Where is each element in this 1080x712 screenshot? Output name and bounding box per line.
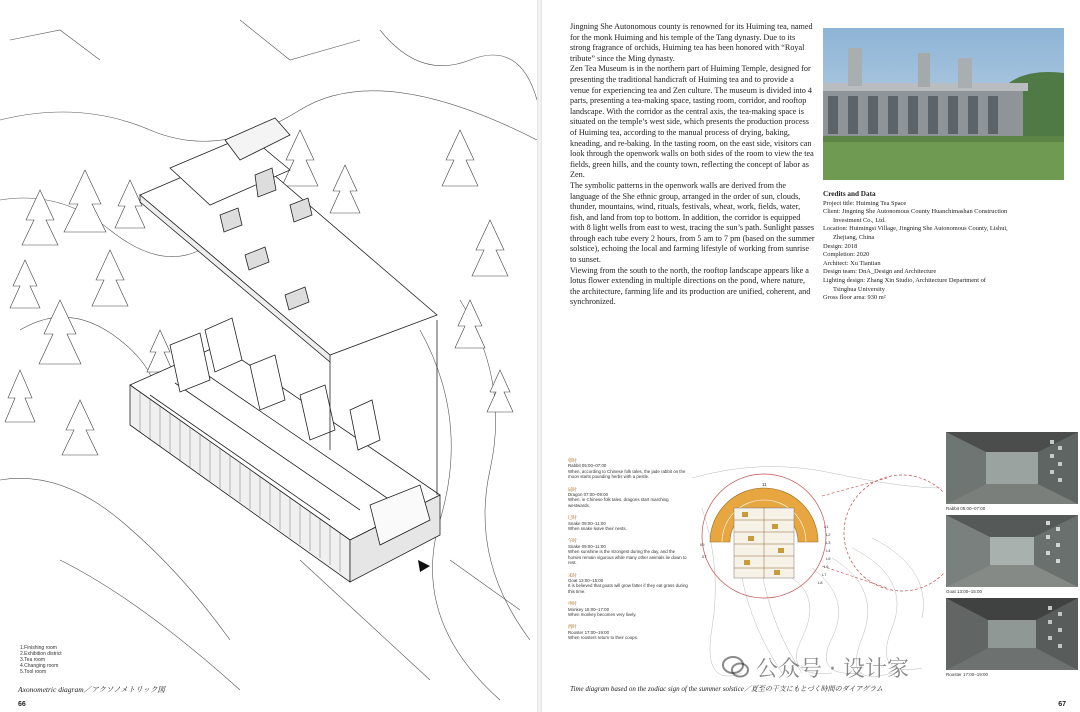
paragraph: Viewing from the south to the north, the rooftop landscape appears like a lotus flower extending in multiple directions on the pond, where nature, the architecture, farming life and its production are unified, coherent, and synchronized. — [570, 265, 811, 307]
legend-item: 3.Tea room — [20, 657, 46, 663]
north-arrow-icon — [418, 560, 430, 572]
paragraph: Zen Tea Museum is in the northern part of Huiming Temple, designed for presenting the traditional handicraft of Huiming tea and to provide a venue for experiencing tea and Zen culture. The museum is divided into 4 parts, presenting a tea-making space, tasting room, corridor, and rooftop landscape. With the corridor as the central axis, the tea-making space is situated on the temple’s west side, which presents the production process of Huiming tea, according to the manual process of drying, baking, kneading, and re-baking. In the tasting room, on the east side, visitors can look through the openwork walls on both sides of the room to view the tea fields, green hills, and the county town, reflecting the concept of labor as Zen. — [570, 64, 814, 180]
diagram-label: L2 — [826, 532, 831, 537]
credit-line: Completion: 2020 — [823, 251, 870, 259]
legend-item: 4.Changing room — [20, 663, 59, 669]
zodiac-list — [568, 458, 688, 648]
diagram-label: L6 — [824, 564, 829, 569]
photo-caption: Rabbit 05:00–07:00 — [946, 506, 986, 511]
diagram-label: L1 — [824, 524, 829, 529]
credit-line: Design: 2018 — [823, 242, 858, 250]
diagram-label: L5 — [826, 556, 831, 561]
page-number-left: 66 — [18, 701, 26, 708]
corridor-photo — [946, 598, 1078, 670]
zodiac-item: 午时 Snake 09:00–11:00 When sunshine is the strongest during the day, and the horses remain vigorous while many other animals lie down to rest. — [568, 538, 687, 566]
credit-line: Zhejiang, China — [833, 233, 875, 241]
diagram-label: L8 — [818, 580, 823, 585]
credit-line: Location: Huimingsi Village, Jingning She Autonomous County, Lishui, — [823, 225, 1008, 233]
credit-line: Investment Co., Ltd. — [833, 216, 886, 224]
credits-panel — [823, 190, 1068, 303]
watermark: 公众号 · 设计家 — [756, 657, 909, 682]
diagram-label: 07 — [702, 554, 707, 559]
legend-item: 5.Tool room — [20, 669, 47, 675]
axonometric-diagram — [0, 0, 537, 712]
corridor-photo — [946, 515, 1078, 587]
paragraph: The symbolic patterns in the openwork walls are derived from the language of the She ethnic group, arranged in the order of sun, clouds, thunder, mountains, wind, rituals, festivals, wheat, work, fields, water, fish, and land from top to bottom. In addition, the corridor is equipped with 8 light wells from east to west, tracing the sun’s path. Sunlight passes through each tube every 2 hours, from 5 am to 7 pm (based on the summer solstice), echoing the local and farming lifestyle of working from sunrise to sunset. — [570, 180, 815, 265]
right-page — [542, 0, 1080, 712]
page-number-right: 67 — [1058, 701, 1066, 708]
legend-item: 2.Exhibition district — [20, 651, 62, 657]
credits-heading: Credits and Data — [823, 190, 876, 198]
diagram-label: L3 — [826, 540, 831, 545]
article-body — [570, 22, 815, 308]
diagram-label: L4 — [826, 548, 831, 553]
credit-line: Design team: DnA_Design and Architecture — [823, 268, 937, 276]
credit-line: Lighting design: Zhang Xin Studio, Architecture Department of — [823, 276, 986, 284]
zodiac-item: 巳时 Snake 09:00–11:00 When snake leave their nests. — [568, 515, 627, 532]
credit-line: Tsinghua University — [833, 285, 885, 293]
credit-line: Architect: Xu Tiantian — [823, 259, 881, 267]
time-diagram — [682, 448, 944, 678]
corridor-photo — [946, 432, 1078, 504]
diagram-label: 11 — [762, 482, 767, 487]
diagram-label: L7 — [822, 572, 827, 577]
building-photo — [823, 28, 1064, 180]
zodiac-item: 申时 Monkey 15:00–17:00 When monkey becomes very lively. — [568, 601, 637, 617]
credit-line: Gross floor area: 930 m² — [823, 294, 886, 302]
zodiac-item: 酉时 Rooster 17:00–19:00 When roosters return to their coops. — [568, 624, 639, 641]
legend-item: 1.Finishing room — [20, 645, 57, 651]
photo-caption: Goat 13:00–15:00 — [946, 589, 983, 594]
axonometric-caption: Axonometric diagram／アクソノメトリック図 — [18, 685, 165, 694]
zodiac-item: 卯时 Rabbit 05:00–07:00 When, according to Chinese folk tales, the jade rabbit on the moon starts pounding herbs with a pestle. — [568, 458, 686, 480]
time-diagram-caption: Time diagram based on the zodiac sign of the summer solstice／夏至の干支にもとづく時間のダイアグラム — [570, 685, 884, 693]
zodiac-item: 未时 Goat 13:00–15:00 It is believed that goats will grow fatter if they eat grass during this time. — [568, 572, 688, 594]
credit-line: Client: Jingning She Autonomous County Huanchimashan Construction — [823, 208, 1008, 216]
photo-caption: Rooster 17:00–19:00 — [946, 672, 989, 677]
paragraph: Jingning She Autonomous county is renowned for its Huiming tea, named for the monk Huiming and his temple of the Tang dynasty. Due to its strong fragrance of orchids, Huiming tea has been honored with “Royal tribute” since the Ming dynasty. — [570, 22, 813, 63]
zodiac-item: 辰时 Dragon 07:00–09:00 When, in Chinese folk tales, dragons start marching westwards. — [568, 486, 669, 508]
diagram-label: 09 — [700, 542, 705, 547]
wechat-icon — [722, 655, 750, 679]
corridor-photos — [946, 432, 1078, 681]
left-page — [0, 0, 537, 712]
floor-legend — [20, 645, 62, 675]
credit-line: Project title: Huiming Tea Space — [823, 199, 907, 207]
